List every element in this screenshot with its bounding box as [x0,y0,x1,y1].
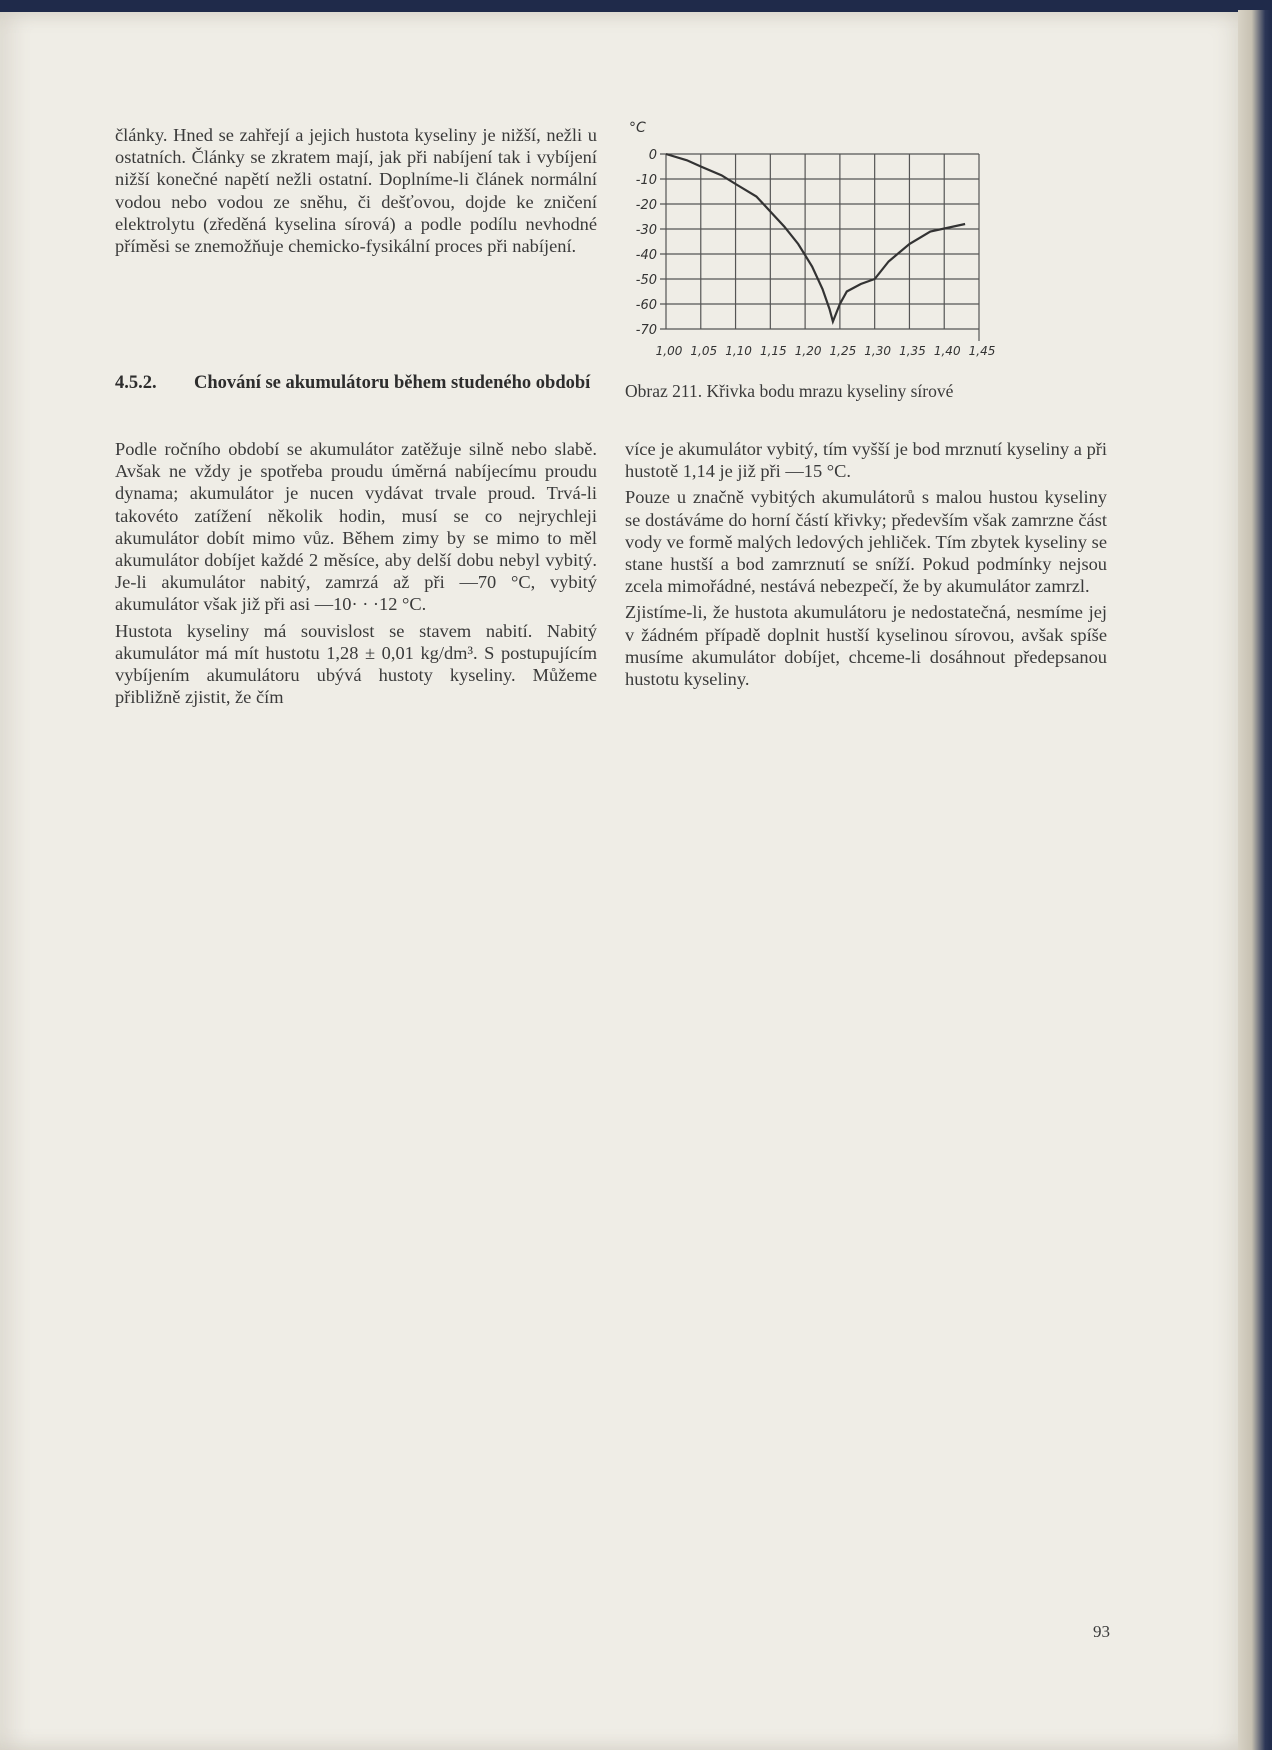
section-title: Chování se akumulátoru během studeného období [194,373,591,393]
x-axis-ticks [656,344,996,358]
paragraph-top: články. Hned se zahřejí a jejich hustota kyseliny je nižší, nežli u ostatních. Články se zkratem mají, jak při nabíjení tak i vybíjení nižší konečné napětí nežli ostatní. Doplníme-li článek normální vodou nebo vodou ze sněhu, či dešťovou, dojde ke zničení elektrolytu (zředěná kyselina sírová) a podle podílu nevhodné příměsi se znemožňuje chemicko-fysikální proces při nabíjení. [115,125,597,257]
y-tick-label: -30 [635,223,657,238]
x-tick-label: 1,30 [864,344,892,358]
y-tick-label: -40 [635,248,657,263]
freezing-point-chart [615,112,996,382]
x-tick-label: 1,35 [899,344,926,358]
chart-grid [660,154,979,341]
y-axis-unit: °C [629,120,646,136]
x-tick-label: 1,05 [690,344,718,358]
figure-caption: Obraz 211. Křivka bodu mrazu kyseliny sírové [625,381,954,401]
paragraph-left-2: Hustota kyseliny má souvislost se stavem nabití. Nabitý akumulátor má mít hustotu 1,28 ± 0,01 kg/dm³. S postupujícím vybíjením akumulátoru ubývá hustoty kyseliny. Můžeme přibližně zjistit, že čím [115,620,597,708]
paragraph-right-2: Pouze u značně vybitých akumulátorů s malou hustou kyseliny se dostáváme do horní částí křivky; především však zamrzne část vody ve formě malých ledových jehliček. Tím zbytek kyseliny se stane hustší a bod zamrznutí se sníží. Pokud podmínky nejsou zcela mimořádné, nestává nebezpečí, že by akumulátor zamrzl. [625,487,1107,597]
x-tick-label: 1,00 [655,344,683,358]
paragraph-right-3: Zjistíme-li, že hustota akumulátoru je nedostatečná, nesmíme jej v žádném případě doplnit hustší kyselinou sírovou, avšak spíše musíme akumulátor dobíjet, chceme-li dosáhnout předepsanou hustotu kyseliny. [625,602,1107,690]
top-left-paragraph [115,124,597,257]
page-number: 93 [1093,1622,1110,1641]
x-tick-label: 1,25 [829,344,857,358]
x-tick-label: 1,15 [759,344,787,358]
x-tick-label: 1,20 [794,344,822,358]
x-tick-label: 1,10 [725,344,752,358]
y-axis-ticks [636,148,657,338]
y-tick-label: -50 [635,273,657,288]
section-number: 4.5.2. [115,373,157,393]
left-column [115,438,597,708]
y-tick-label: -20 [635,198,657,213]
y-tick-label: 0 [648,148,657,163]
paragraph-right-1: více je akumulátor vybitý, tím vyšší je bod mrznutí kyseliny a při hustotě 1,14 je již při —15 °C. [625,439,1107,482]
y-tick-label: -70 [635,323,657,338]
x-tick-label: 1,40 [933,344,961,358]
right-column [625,438,1107,690]
y-tick-label: -10 [635,173,657,188]
page-edge [1238,10,1272,1750]
y-tick-label: -60 [635,298,657,313]
x-tick-label: 1,45 [968,344,996,358]
paragraph-left-1: Podle ročního období se akumulátor zatěžuje silně nebo slabě. Avšak ne vždy je spotřeba proudu úměrná nabíjecímu proudu dynama; akumulátor je nucen vydávat trvale proud. Trvá-li takovéto zatížení několik hodin, musí se co nejrychleji akumulátor dobít mimo vůz. Během zimy by se mimo to měl akumulátor dobíjet každé 2 měsíce, aby delší dobu nebyl vybitý. Je-li akumulátor nabitý, zamrzá až při —70 °C, vybitý akumulátor však již při asi —10· · ·12 °C. [115,439,597,615]
